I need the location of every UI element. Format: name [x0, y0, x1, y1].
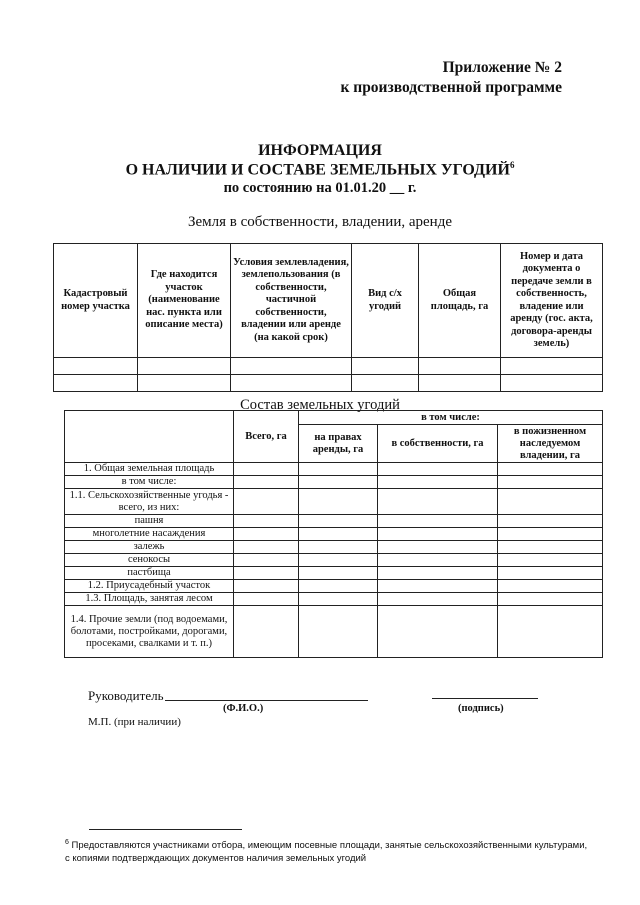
doc-subtitle [0, 160, 640, 179]
col-total: Всего, га [234, 411, 299, 463]
col-document: Номер и дата документа о передаче земли в собственность, владение или аренду (гос. акта, договора-аренды земель) [501, 244, 603, 358]
ownership-subtitle: Земля в собственности, владении, аренде [188, 214, 452, 230]
col-owned: в собственности, га [378, 425, 498, 463]
stamp-label: М.П. (при наличии) [88, 716, 181, 728]
table-row: 1.4. Прочие земли (под водоемами, болотами, постройками, дорогами, просеками, свалками и т. п.) [65, 606, 603, 658]
land-subtitle: Состав земельных угодий [240, 397, 400, 413]
ownership-table [53, 243, 603, 392]
footnote [65, 836, 590, 865]
ownership-empty-row [54, 375, 603, 392]
col-including: в том числе: [299, 411, 603, 425]
fio-caption: (Ф.И.О.) [223, 703, 264, 714]
appendix-header [340, 58, 562, 98]
ownership-empty-row [54, 358, 603, 375]
land-table [64, 410, 603, 658]
signature-caption: (подпись) [458, 703, 504, 714]
footnote-text: Предоставляются участниками отбора, имеющим посевные площади, занятые сельскохозяйственными культурами, с копиями подтверждающих документов наличия земельных угодий [65, 840, 588, 865]
footnote-ref: 6 [509, 160, 515, 170]
table-row: многолетние насаждения [65, 528, 603, 541]
col-location: Где находится участок (наименование нас. пункта или описание места) [138, 244, 231, 358]
name-signature-line [165, 700, 368, 701]
table-row: 1.1. Сельскохозяйственные угодья - всего, из них: [65, 489, 603, 515]
footnote-mark: 6 [65, 839, 69, 846]
ownership-header-row [54, 244, 603, 358]
col-cadastral: Кадастровый номер участка [54, 244, 138, 358]
doc-title: ИНФОРМАЦИЯ [258, 142, 382, 159]
table-row: пастбища [65, 567, 603, 580]
table-row: пашня [65, 515, 603, 528]
table-row: в том числе: [65, 476, 603, 489]
doc-subtitle-text: О НАЛИЧИИ И СОСТАВЕ ЗЕМЕЛЬНЫХ УГОДИЙ [125, 161, 510, 179]
col-lifetime: в пожизненном наследуемом владении, га [498, 425, 603, 463]
signature-line [432, 698, 538, 699]
doc-date-line: по состоянию на 01.01.20 __ г. [223, 180, 417, 196]
appendix-line-1: Приложение № 2 [442, 59, 562, 76]
table-row: 1.3. Площадь, занятая лесом [65, 593, 603, 606]
table-row: залежь [65, 541, 603, 554]
table-row: 1.2. Приусадебный участок [65, 580, 603, 593]
col-area: Общая площадь, га [419, 244, 501, 358]
col-land-type: Вид с/х угодий [352, 244, 419, 358]
col-lease: на правах аренды, га [299, 425, 378, 463]
col-conditions: Условия землевладения, землепользования (в собственности, частичной собственности, владении или аренде (на какой срок) [231, 244, 352, 358]
appendix-line-2: к производственной программе [340, 79, 562, 96]
table-row: сенокосы [65, 554, 603, 567]
footnote-divider [89, 829, 242, 830]
table-row: 1. Общая земельная площадь [65, 463, 603, 476]
head-label: Руководитель [88, 688, 164, 703]
